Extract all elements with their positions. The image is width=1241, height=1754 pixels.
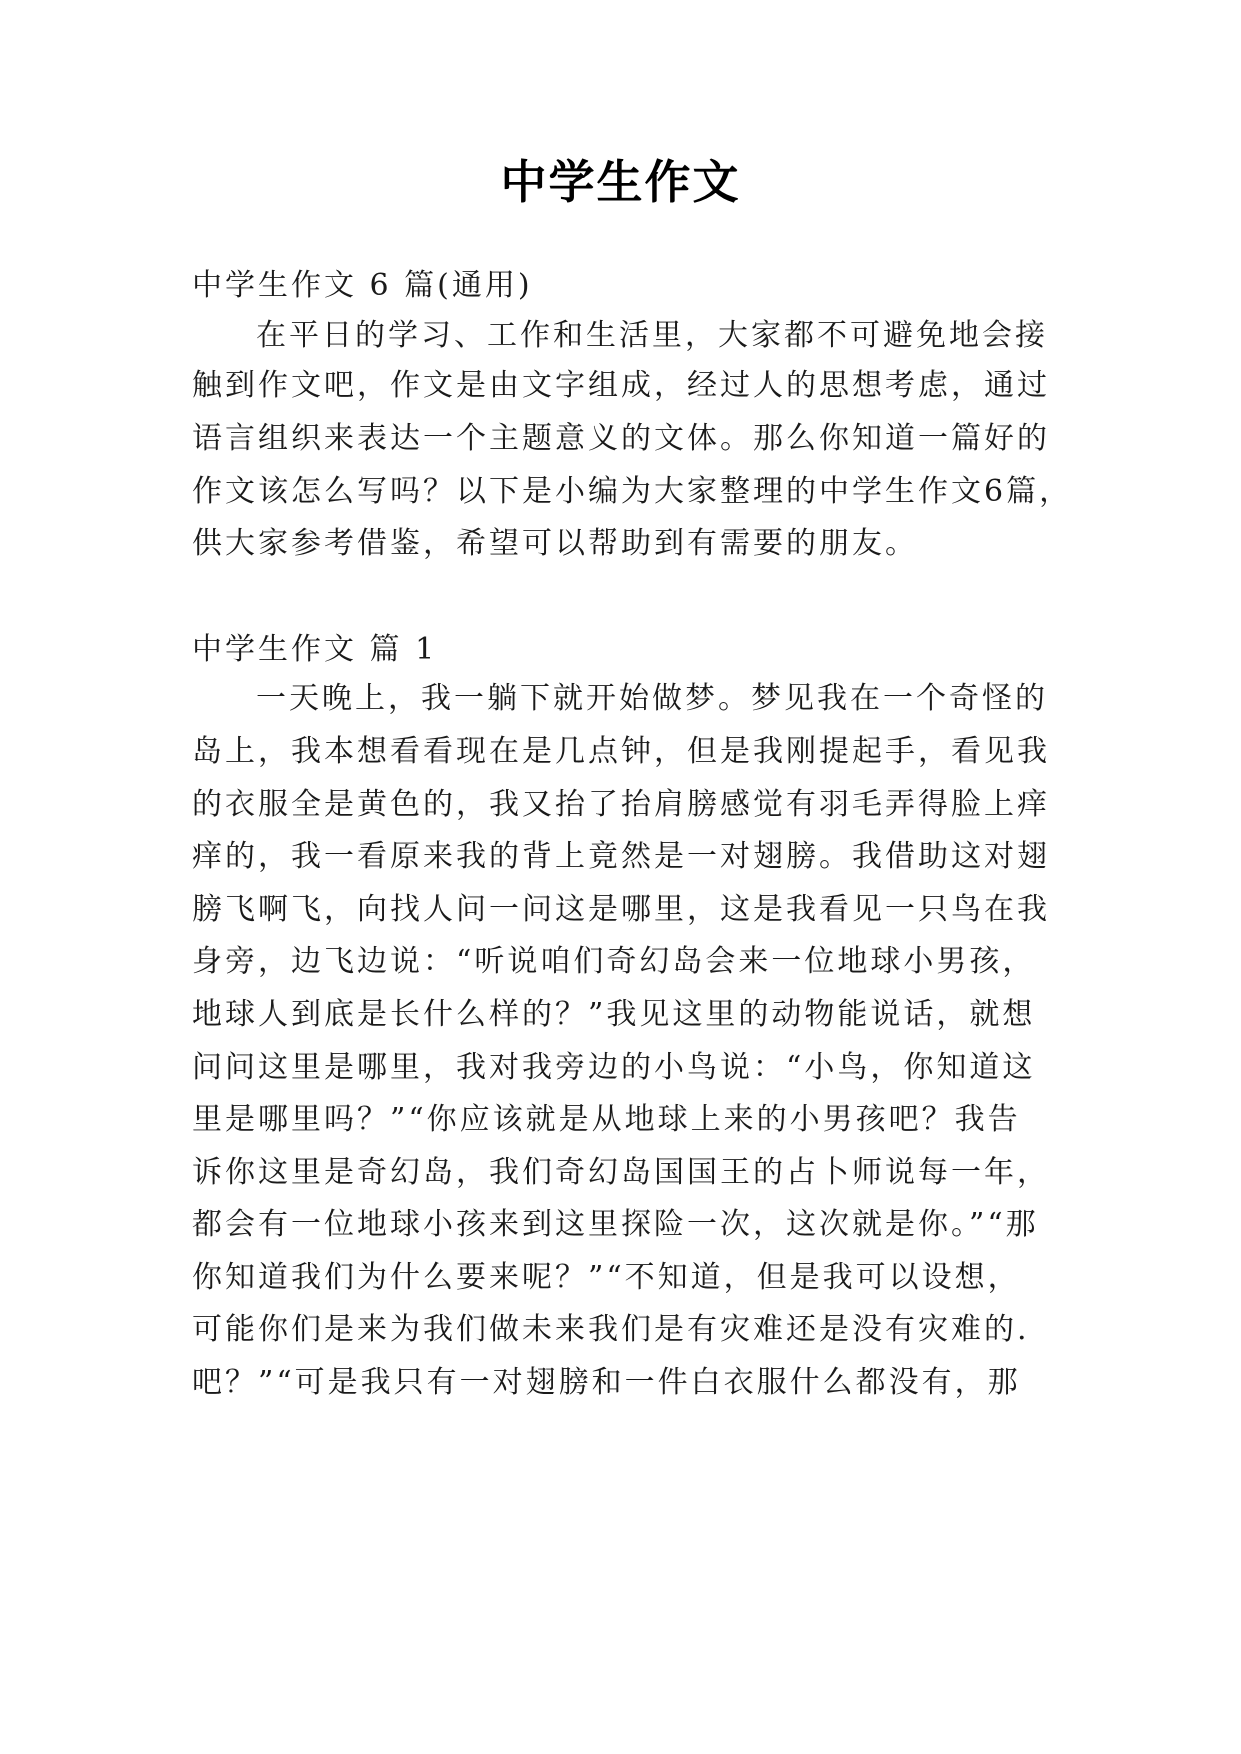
section-heading: 中学生作文 篇 1 — [192, 632, 438, 667]
section-line: 诉你这里是奇幻岛，我们奇幻岛国国王的占卜师说每一年， — [192, 1155, 1050, 1190]
intro-line: 触到作文吧，作文是由文字组成，经过人的思想考虑，通过 — [192, 368, 1050, 403]
section-line: 你知道我们为什么要来呢？”“不知道，但是我可以设想， — [192, 1260, 1021, 1295]
intro-line: 供大家参考借鉴，希望可以帮助到有需要的朋友。 — [192, 526, 918, 561]
section-line: 痒的，我一看原来我的背上竟然是一对翅膀。我借助这对翅 — [192, 839, 1050, 874]
section-line: 里是哪里吗？”“你应该就是从地球上来的小男孩吧？我告 — [192, 1102, 1021, 1137]
document-title: 中学生作文 — [500, 155, 741, 209]
intro-line: 语言组织来表达一个主题意义的文体。那么你知道一篇好的 — [192, 421, 1050, 456]
section-line: 身旁，边飞边说：“听说咱们奇幻岛会来一位地球小男孩， — [192, 944, 1036, 979]
section-line: 吧？”“可是我只有一对翅膀和一件白衣服什么都没有，那 — [192, 1365, 1021, 1400]
section-line: 地球人到底是长什么样的？”我见这里的动物能说话，就想 — [192, 997, 1036, 1032]
intro-line: 在平日的学习、工作和生活里，大家都不可避免地会接 — [256, 318, 1048, 353]
section-line: 的衣服全是黄色的，我又抬了抬肩膀感觉有羽毛弄得脸上痒 — [192, 787, 1050, 822]
section-line: 一天晚上，我一躺下就开始做梦。梦见我在一个奇怪的 — [256, 681, 1048, 716]
section-line: 岛上，我本想看看现在是几点钟，但是我刚提起手，看见我 — [192, 734, 1050, 769]
section-line: 可能你们是来为我们做未来我们是有灾难还是没有灾难的. — [192, 1312, 1030, 1347]
intro-heading: 中学生作文 6 篇(通用) — [192, 268, 533, 303]
intro-line: 作文该怎么写吗？以下是小编为大家整理的中学生作文6篇， — [192, 474, 1073, 509]
section-line: 问问这里是哪里，我对我旁边的小鸟说：“小鸟，你知道这 — [192, 1050, 1036, 1085]
section-line: 膀飞啊飞，向找人问一问这是哪里，这是我看见一只鸟在我 — [192, 892, 1050, 927]
section-line: 都会有一位地球小孩来到这里探险一次，这次就是你。”“那 — [192, 1207, 1039, 1242]
